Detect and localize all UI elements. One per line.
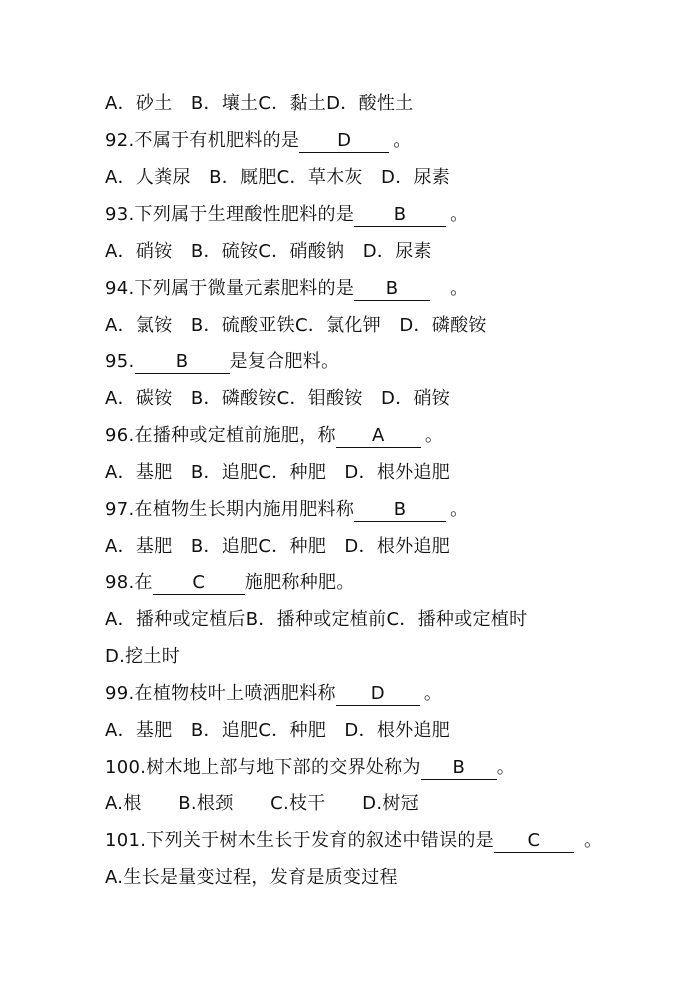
- question-92-answer: D: [299, 130, 389, 153]
- question-95-text: 95.: [105, 351, 135, 372]
- q98-options: A．播种或定植后B．播种或定植前C．播种或定植时: [105, 609, 528, 630]
- question-98-text: 98.在: [105, 572, 153, 593]
- q91-options: A．砂土 B．壤土C．黏土D．酸性土: [105, 93, 414, 114]
- question-92-text: 92.不属于有机肥料的是: [105, 130, 300, 151]
- q92-options: A．人粪尿 B．厩肥C．草木灰 D．尿素: [105, 167, 451, 188]
- question-100-answer: B: [421, 757, 497, 780]
- question-95: [105, 350, 339, 374]
- question-94-suffix: 。: [450, 278, 469, 299]
- question-93-text: 93.下列属于生理酸性肥料的是: [105, 204, 355, 225]
- q98-option-d: D.挖土时: [105, 646, 181, 667]
- question-101-answer: C: [494, 830, 574, 853]
- question-97-text: 97.在植物生长期内施用肥料称: [105, 499, 355, 520]
- question-94-answer: B: [354, 278, 430, 301]
- question-95-suffix: 是复合肥料。: [229, 351, 340, 372]
- question-97-answer: B: [354, 499, 446, 522]
- q96-options: A．基肥 B．追肥C．种肥 D．根外追肥: [105, 462, 451, 483]
- question-97-suffix: 。: [450, 499, 469, 520]
- q101-option-a: A.生长是量变过程，发育是质变过程: [105, 867, 398, 888]
- question-101-text: 101.下列关于树木生长于发育的叙述中错误的是: [105, 830, 494, 851]
- question-99-text: 99.在植物枝叶上喷洒肥料称: [105, 683, 336, 704]
- question-98-answer: C: [153, 572, 245, 595]
- question-96-answer: A: [336, 425, 421, 448]
- question-99-answer: D: [336, 683, 420, 706]
- q93-options: A．硝铵 B．硫铵C．硝酸钠 D．尿素: [105, 241, 432, 262]
- question-98-suffix: 施肥称种肥。: [244, 572, 355, 593]
- question-99-suffix: 。: [423, 683, 443, 704]
- q94-options: A．氯铵 B．硫酸亚铁C．氯化钾 D．磷酸铵: [105, 315, 487, 336]
- question-101: [105, 829, 602, 853]
- question-95-answer: B: [135, 351, 230, 374]
- q95-options: A．碳铵 B．磷酸铵C．钼酸铵 D．硝铵: [105, 388, 451, 409]
- question-98: [105, 571, 355, 595]
- q99-options: A．基肥 B．追肥C．种肥 D．根外追肥: [105, 720, 451, 741]
- q97-options: A．基肥 B．追肥C．种肥 D．根外追肥: [105, 536, 451, 557]
- question-99: [105, 682, 442, 706]
- question-92: [105, 129, 412, 153]
- question-100-suffix: 。: [496, 757, 516, 778]
- question-96-suffix: 。: [424, 425, 444, 446]
- question-94: [105, 277, 468, 301]
- question-100: [105, 756, 515, 780]
- question-93-answer: B: [354, 204, 446, 227]
- question-96: [105, 424, 443, 448]
- question-93-suffix: 。: [450, 204, 469, 225]
- question-92-suffix: 。: [393, 130, 412, 151]
- q100-options: A.根 B.根颈 C.枝干 D.树冠: [105, 793, 419, 814]
- question-101-suffix: 。: [583, 830, 603, 851]
- question-93: [105, 203, 468, 227]
- question-96-text: 96.在播种或定植前施肥，称: [105, 425, 336, 446]
- question-100-text: 100.树木地上部与地下部的交界处称为: [105, 757, 421, 778]
- question-97: [105, 498, 468, 522]
- question-94-text: 94.下列属于微量元素肥料的是: [105, 278, 355, 299]
